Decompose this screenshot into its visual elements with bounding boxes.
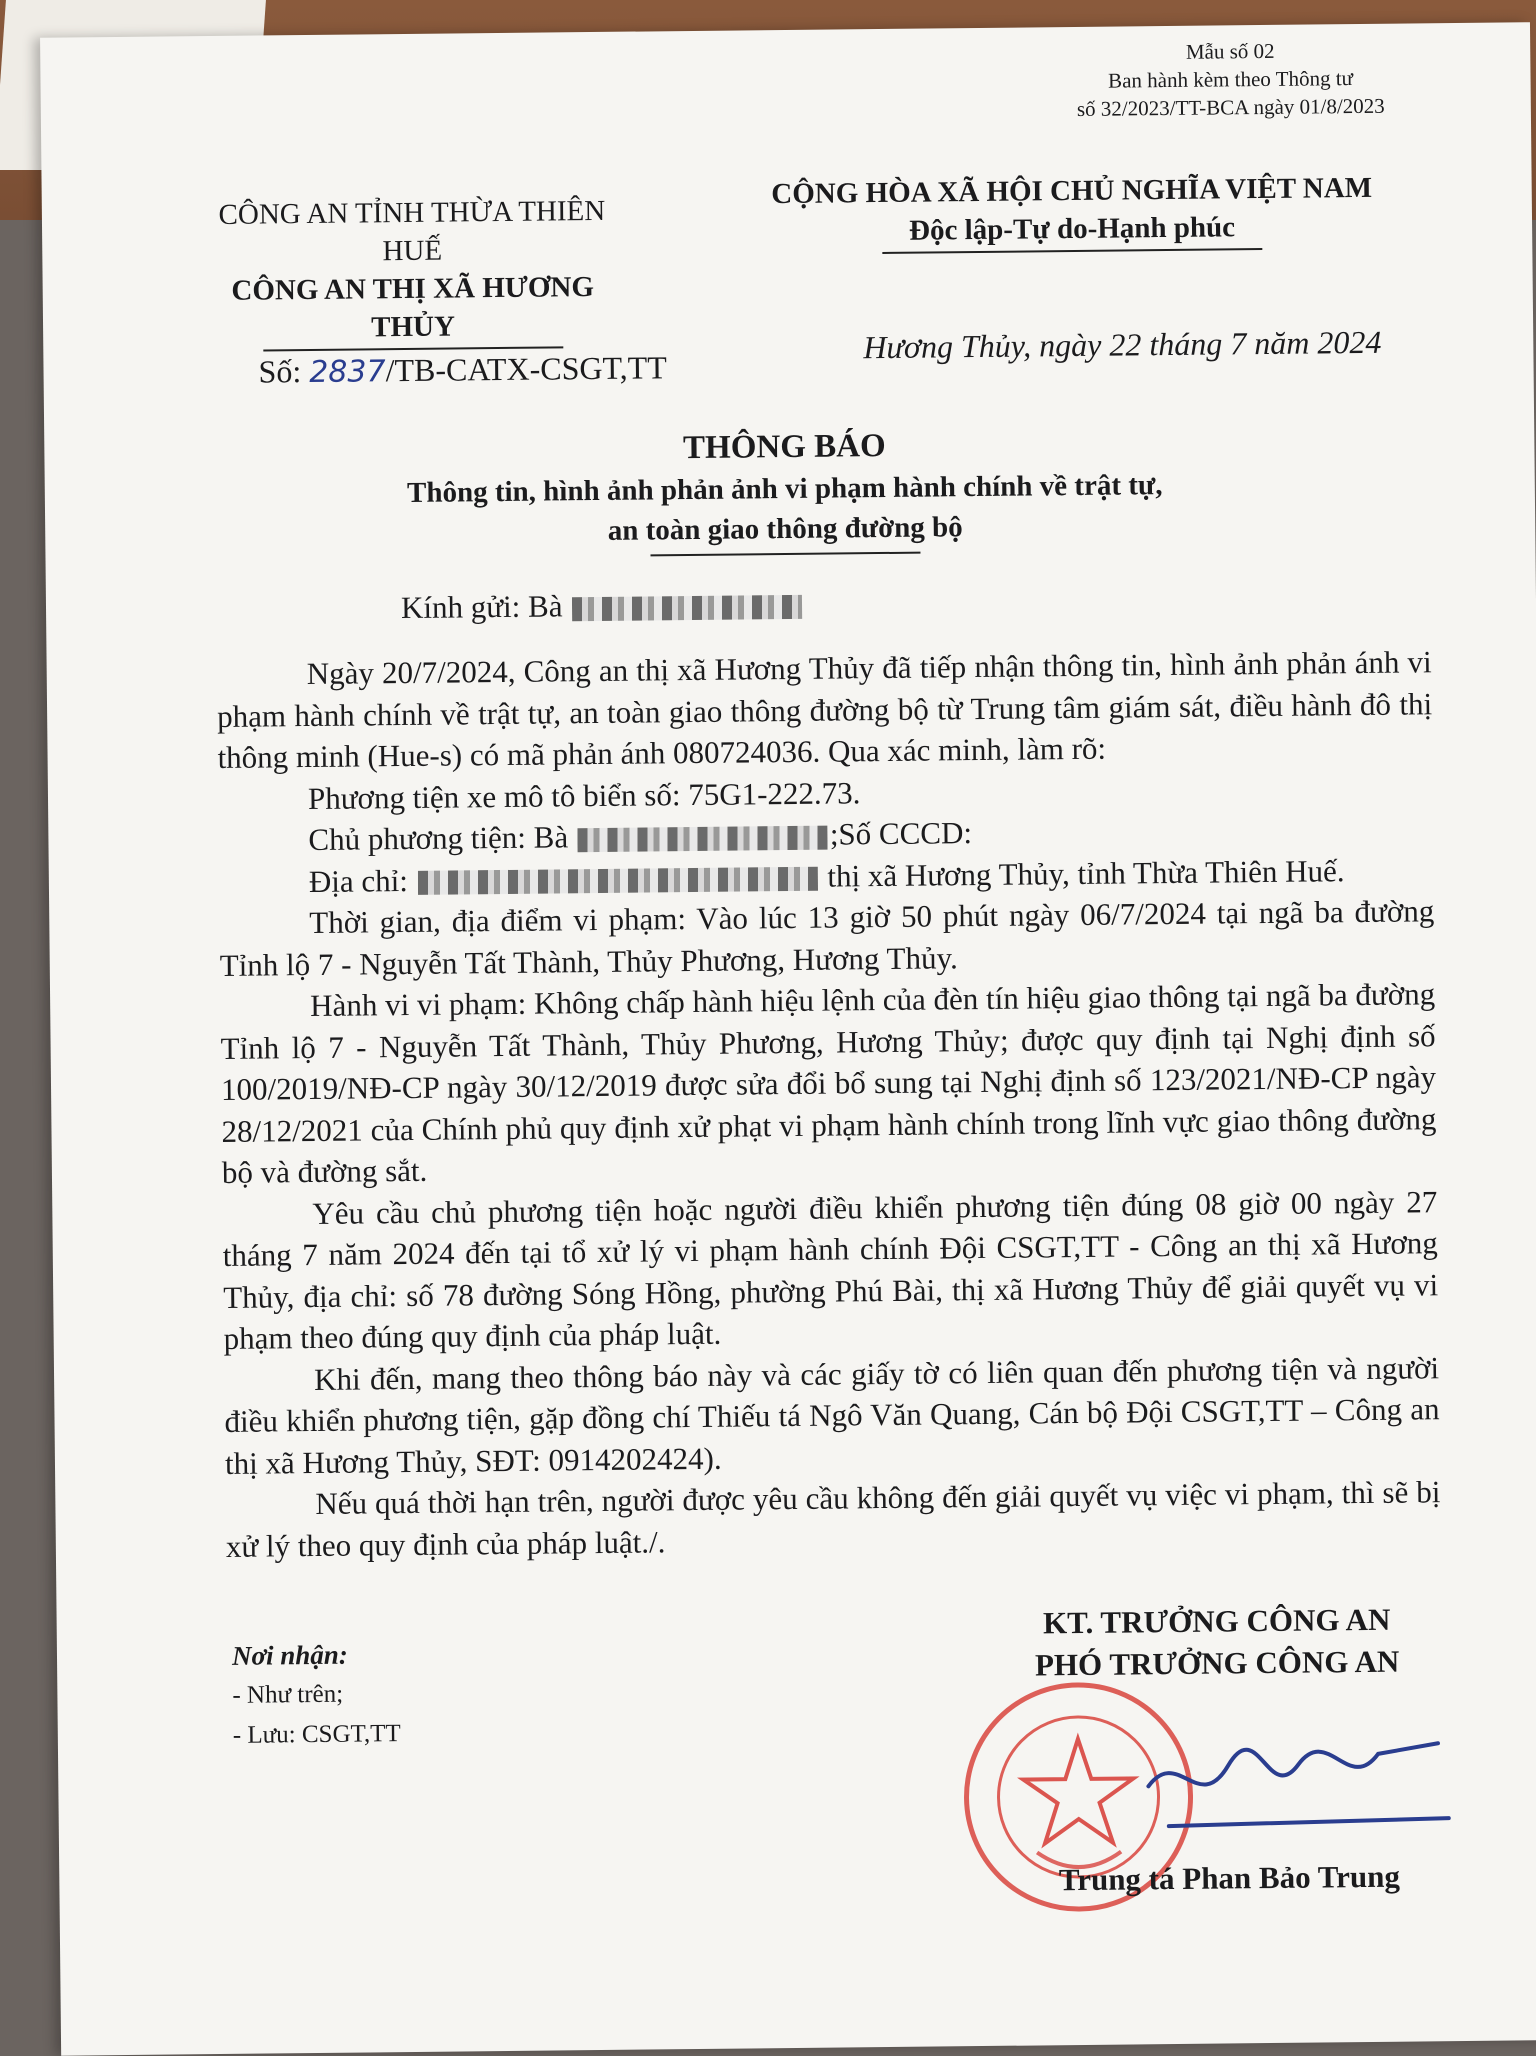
signature-title-line2: PHÓ TRƯỞNG CÔNG AN	[1034, 1643, 1400, 1683]
document-number	[258, 349, 667, 390]
issuing-agency	[202, 192, 624, 352]
doc-number-prefix: Số:	[258, 353, 310, 390]
owner-id-label: ;Số CCCD:	[829, 815, 973, 852]
signature-title	[956, 1598, 1477, 1687]
agency-parent: CÔNG AN TỈNH THỪA THIÊN HUẾ	[218, 194, 606, 268]
recipient-item: - Như trên;	[232, 1680, 344, 1709]
address-label: Địa chỉ:	[308, 862, 409, 899]
address-tail: thị xã Hương Thủy, tỉnh Thừa Thiên Huế.	[827, 852, 1345, 894]
title-underline	[650, 552, 920, 557]
paragraph-bring: Khi đến, mang theo thông báo này và các giấy tờ có liên quan đến phương tiện và người điều khiển phương tiện, gặp đồng chí Thiếu tá Ngô Văn Quang, Cán bộ Đội CSGT,TT – Công an thị xã Hương Thủy, SĐT: 0914202424).	[224, 1349, 1440, 1481]
redacted-owner	[578, 825, 828, 852]
document-title	[244, 419, 1325, 560]
document-page	[40, 22, 1536, 2055]
paragraph-vehicle: Phương tiện xe mô tô biển số: 75G1-222.73.	[307, 774, 861, 816]
signer-name: Trung tá Phan Bảo Trung	[1058, 1858, 1401, 1898]
paragraph-time-place: Thời gian, địa điểm vi phạm: Vào lúc 13 giờ 50 phút ngày 06/7/2024 tại ngã ba đường Tỉnh lộ 7 - Nguyễn Tất Thành, Thủy Phương, Hương Thủy.	[219, 893, 1435, 983]
redacted-name	[572, 595, 802, 621]
paragraph-overdue: Nếu quá thời hạn trên, người được yêu cầu không đến giải quyết vụ việc vi phạm, thì sẽ bị xử lý theo quy định của pháp luật./.	[225, 1474, 1441, 1564]
doc-number-suffix: /TB-CATX-CSGT,TT	[385, 349, 667, 389]
issue-date: Hương Thủy, ngày 22 tháng 7 năm 2024	[863, 323, 1382, 366]
agency-name: CÔNG AN THỊ XÃ HƯƠNG THỦY	[231, 271, 595, 344]
motto: Độc lập-Tự do-Hạnh phúc	[908, 211, 1236, 247]
document-body	[217, 641, 1441, 1567]
signature-title-line1: KT. TRƯỞNG CÔNG AN	[1042, 1601, 1391, 1641]
redacted-address	[418, 867, 818, 895]
title-sub-1: Thông tin, hình ảnh phản ảnh vi phạm hành chính về trật tự,	[406, 469, 1163, 509]
national-motto	[762, 169, 1383, 255]
owner-label: Chủ phương tiện: Bà	[308, 819, 569, 858]
title-sub-2: an toàn giao thông đường bộ	[607, 511, 963, 547]
handwritten-signature	[1138, 1723, 1459, 1846]
recipient-item: - Lưu: CSGT,TT	[232, 1720, 401, 1749]
country-name: CỘNG HÒA XÃ HỘI CHỦ NGHĨA VIỆT NAM	[771, 171, 1373, 211]
doc-number-handwritten: 2837	[309, 354, 386, 390]
greeting-text: Kính gửi: Bà	[400, 588, 563, 626]
greeting	[401, 586, 805, 626]
form-issued-by: Ban hành kèm theo Thông tư	[1107, 66, 1354, 93]
form-circular: số 32/2023/TT-BCA ngày 01/8/2023	[1076, 93, 1385, 121]
form-reference	[1050, 35, 1411, 123]
form-number: Mẫu số 02	[1185, 38, 1275, 64]
recipients	[232, 1634, 401, 1756]
paragraph-violation: Hành vi vi phạm: Không chấp hành hiệu lệnh của đèn tín hiệu giao thông tại ngã ba đường Tỉnh lộ 7 - Nguyễn Tất Thành, Thủy Phương, Hương Thủy; được quy định tại Nghị định số 100/2019/NĐ-CP ngày 30/12/2019 được sửa đổi bổ sung tại Nghị định số 123/2021/NĐ-CP ngày 28/12/2021 của Chính phủ quy định xử phạt vi phạm hành chính trong lĩnh vực giao thông đường bộ và đường sắt.	[220, 976, 1437, 1190]
paragraph-intro: Ngày 20/7/2024, Công an thị xã Hương Thủy đã tiếp nhận thông tin, hình ảnh phản ánh vi phạm hành chính về trật tự, an toàn giao thông đường bộ từ Trung tâm giám sát, điều hành đô thị thông minh (Hue-s) có mã phản ánh 080724036. Qua xác minh, làm rõ:	[216, 644, 1433, 775]
title-main: THÔNG BÁO	[682, 427, 886, 467]
paragraph-request: Yêu cầu chủ phương tiện hoặc người điều khiển phương tiện đúng 08 giờ 00 ngày 27 tháng 7 năm 2024 đến tại tổ xử lý vi phạm hành chính Đội CSGT,TT - Công an thị xã Hương Thủy, địa chỉ: số 78 đường Sóng Hồng, phường Phú Bài, thị xã Hương Thủy để giải quyết vụ vi phạm theo đúng quy định của pháp luật.	[222, 1183, 1439, 1356]
recipients-heading: Nơi nhận:	[231, 1639, 348, 1671]
